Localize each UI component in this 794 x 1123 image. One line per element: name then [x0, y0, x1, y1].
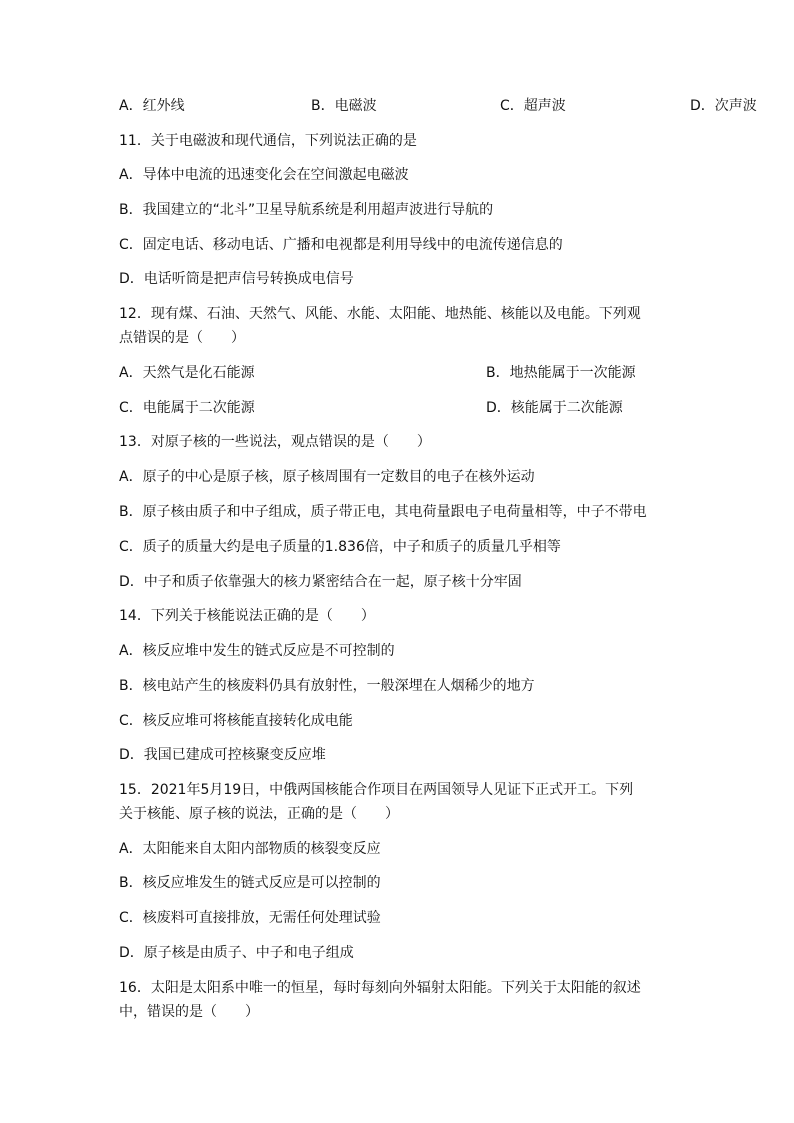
- q13-stem: 13．对原子核的一些说法，观点错误的是（ ）: [119, 434, 431, 450]
- q15-option-d: D．原子核是由质子、中子和电子组成: [119, 945, 354, 961]
- q16-stem-line1: 16．太阳是太阳系中唯一的恒星，每时每刻向外辐射太阳能。下列关于太阳能的叙述: [119, 980, 641, 996]
- q15-option-a: A．太阳能来自太阳内部物质的核裂变反应: [119, 841, 381, 857]
- q11-stem: 11．关于电磁波和现代通信，下列说法正确的是: [119, 133, 417, 149]
- q10-option-a: A．红外线: [119, 98, 185, 114]
- q14-option-b: B．核电站产生的核废料仍具有放射性，一般深埋在人烟稀少的地方: [119, 678, 535, 694]
- q12-option-d: D．核能属于二次能源: [486, 400, 623, 416]
- q12-option-b: B．地热能属于一次能源: [486, 365, 636, 381]
- q15-option-c: C．核废料可直接排放，无需任何处理试验: [119, 910, 381, 926]
- q10-option-c: C．超声波: [500, 98, 566, 114]
- q13-option-c: C．质子的质量大约是电子质量的1.836倍，中子和质子的质量几乎相等: [119, 539, 561, 555]
- q13-option-b: B．原子核由质子和中子组成，质子带正电，其电荷量跟电子电荷量相等，中子不带电: [119, 504, 647, 520]
- q10-option-b: B．电磁波: [311, 98, 377, 114]
- q13-option-d: D．中子和质子依靠强大的核力紧密结合在一起，原子核十分牢固: [119, 574, 522, 590]
- q12-option-a: A．天然气是化石能源: [119, 365, 255, 381]
- q10-option-d: D．次声波: [690, 98, 757, 114]
- q14-stem: 14．下列关于核能说法正确的是（ ）: [119, 608, 375, 624]
- q11-option-a: A．导体中电流的迅速变化会在空间激起电磁波: [119, 167, 409, 183]
- q15-option-b: B．核反应堆发生的链式反应是可以控制的: [119, 875, 381, 891]
- q11-option-b: B．我国建立的“北斗”卫星导航系统是利用超声波进行导航的: [119, 202, 494, 218]
- q12-stem-line2: 点错误的是（ ）: [119, 330, 245, 346]
- q12-option-c: C．电能属于二次能源: [119, 400, 255, 416]
- q12-stem-line1: 12．现有煤、石油、天然气、风能、水能、太阳能、地热能、核能以及电能。下列观: [119, 306, 641, 322]
- q11-option-c: C．固定电话、移动电话、广播和电视都是利用导线中的电流传递信息的: [119, 237, 563, 253]
- q14-option-d: D．我国已建成可控核聚变反应堆: [119, 747, 326, 763]
- q15-stem-line2: 关于核能、原子核的说法，正确的是（ ）: [119, 806, 399, 822]
- q15-stem-line1: 15．2021年5月19日，中俄两国核能合作项目在两国领导人见证下正式开工。下列: [119, 782, 634, 798]
- q16-stem-line2: 中，错误的是（ ）: [119, 1004, 259, 1020]
- q13-option-a: A．原子的中心是原子核，原子核周围有一定数目的电子在核外运动: [119, 469, 535, 485]
- q11-option-d: D．电话听筒是把声信号转换成电信号: [119, 271, 354, 287]
- q14-option-a: A．核反应堆中发生的链式反应是不可控制的: [119, 643, 395, 659]
- q14-option-c: C．核反应堆可将核能直接转化成电能: [119, 713, 353, 729]
